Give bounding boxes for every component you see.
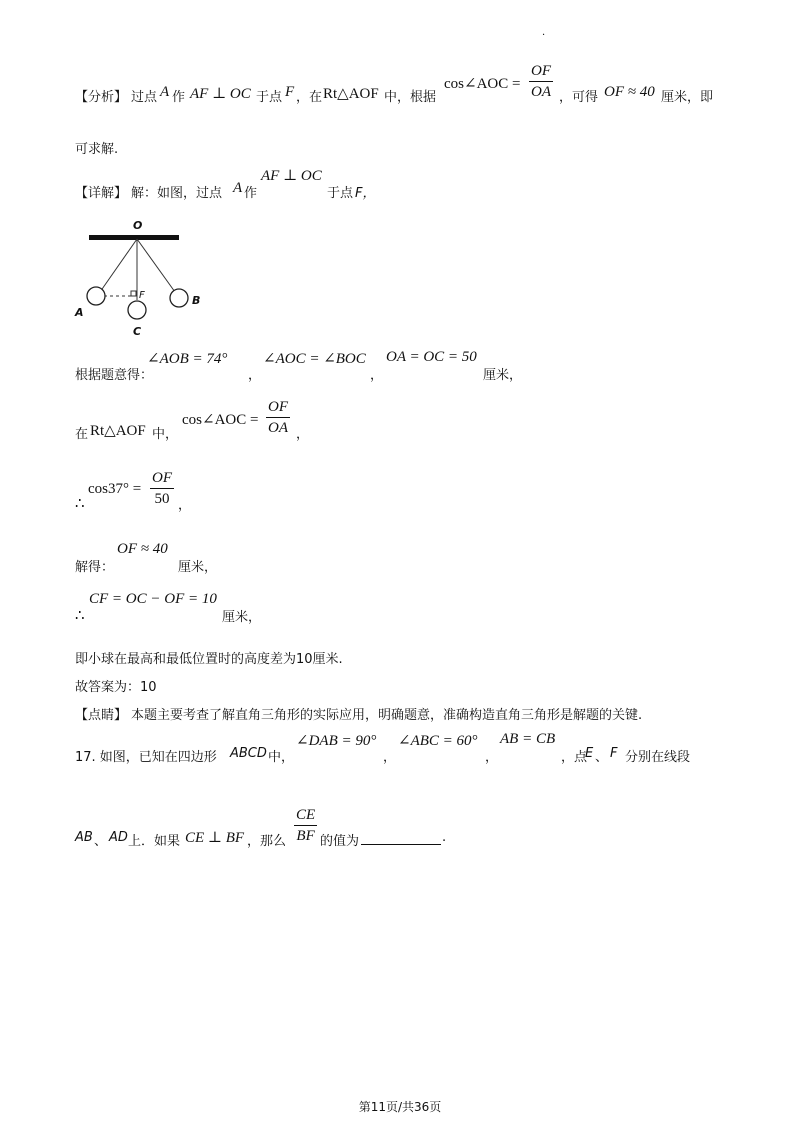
step-text: 在 [75,427,89,442]
rt-triangle: Rt△AOF [90,423,146,439]
analysis-text: ，在 [296,90,323,105]
cos37-expression: cos37° = [88,481,142,497]
fraction-denominator: OA [531,84,551,100]
approx-expression: OF ≈ 40 [604,84,655,100]
unit: 厘米， [178,560,218,575]
point-a: A [233,180,243,196]
ce-perp-bf: CE ⊥ BF [185,830,245,846]
ball-c [128,301,146,319]
fraction-numerator: OF [266,398,290,418]
separator: ， [485,750,499,765]
step-text: 中， [152,427,179,442]
detail-text: 作 [244,186,258,201]
right-angle-mark [131,291,136,296]
cos-expression: cos∠AOC = [182,412,259,428]
fraction-denominator: BF [296,828,315,844]
separator: ， [383,750,397,765]
segment-ab: AB [75,830,93,845]
separator: ， [296,427,310,442]
therefore-symbol: ∴ [75,608,85,624]
angle-equality: ∠AOC = ∠BOC [263,351,366,367]
fraction [266,398,290,438]
rt-triangle: Rt△AOF [323,86,379,102]
label-c: C [133,325,142,338]
analysis-text: 中，根据 [384,90,437,105]
separator: 、 [595,750,609,765]
question-text: 17. 如图，已知在四边形 [75,750,217,765]
pendulum-figure [72,214,212,340]
separator: ， [248,368,262,383]
separator: ， [370,368,384,383]
length-equality: OA = OC = 50 [386,349,477,365]
string-ob [137,239,175,292]
analysis-text: 作 [172,90,186,105]
point-f: F， [355,186,376,201]
fraction [150,469,174,509]
label-a: A [75,306,84,319]
cos-expression: cos∠AOC = [444,76,521,92]
string-oa [100,239,137,292]
unit: 厘米， [483,368,523,383]
label-f: F [139,290,145,301]
fraction-numerator: CE [294,806,317,826]
ball-a [87,287,105,305]
analysis-text: 过点 [131,90,158,105]
of-approx: OF ≈ 40 [117,541,168,557]
analysis-tag: 【分析】 [75,90,128,105]
question-text: ，那么 [247,834,287,849]
point-e: E [585,746,594,761]
fraction-numerator: OF [150,469,174,489]
segment-ad: AD [109,830,128,845]
analysis-text: ，可得 [559,90,599,105]
separator: 、 [94,834,108,849]
step-text: 根据题意得： [75,368,154,383]
label-b: B [192,294,201,307]
detail-text: 于点 [327,186,354,201]
point-f: F [285,84,295,100]
label-o: O [133,219,143,232]
angle-dab: ∠DAB = 90° [296,733,377,749]
comment-tag: 【点睛】 [75,708,128,723]
fraction [294,806,317,846]
unit: 厘米， [222,610,262,625]
analysis-line-2: 可求解. [75,142,119,157]
fraction-numerator: OF [529,62,553,82]
ceiling-bar [89,235,179,240]
question-text: 分别在线段 [625,750,691,765]
answer-blank[interactable] [361,832,441,849]
ball-b [170,289,188,307]
fraction-denominator: OA [268,420,288,436]
perp-expression: AF ⊥ OC [190,86,251,102]
step-text: 解得： [75,560,115,575]
analysis-text: 厘米，即 [661,90,714,105]
detail-text: 解：如图，过点 [131,186,223,201]
question-text: ，点 [561,750,588,765]
therefore-symbol: ∴ [75,496,85,512]
point-f: F [610,746,618,761]
page-footer: 第11页/共36页 [358,1100,442,1114]
fraction [529,62,553,102]
question-text: 的值为 [320,834,360,849]
question-text: 上．如果 [128,834,181,849]
point-a: A [160,84,170,100]
answer-text: 故答案为：10 [75,680,157,695]
question-text: 中， [268,750,295,765]
angle-aob: ∠AOB = 74° [147,351,228,367]
analysis-text: 于点 [256,90,283,105]
period: . [442,830,447,845]
quadrilateral-name: ABCD [230,746,267,761]
top-mark: · [542,30,546,41]
perp-expression: AF ⊥ OC [261,168,322,184]
cf-equation: CF = OC − OF = 10 [89,591,217,607]
separator: ， [178,498,192,513]
fraction-denominator: 50 [154,491,170,507]
comment-text: 本题主要考查了解直角三角形的实际应用，明确题意，准确构造直角三角形是解题的关键. [131,708,643,723]
conclusion-text: 即小球在最高和最低位置时的高度差为10厘米. [75,652,343,667]
ab-equals-cb: AB = CB [500,731,556,747]
angle-abc: ∠ABC = 60° [398,733,478,749]
detail-tag: 【详解】 [75,186,128,201]
